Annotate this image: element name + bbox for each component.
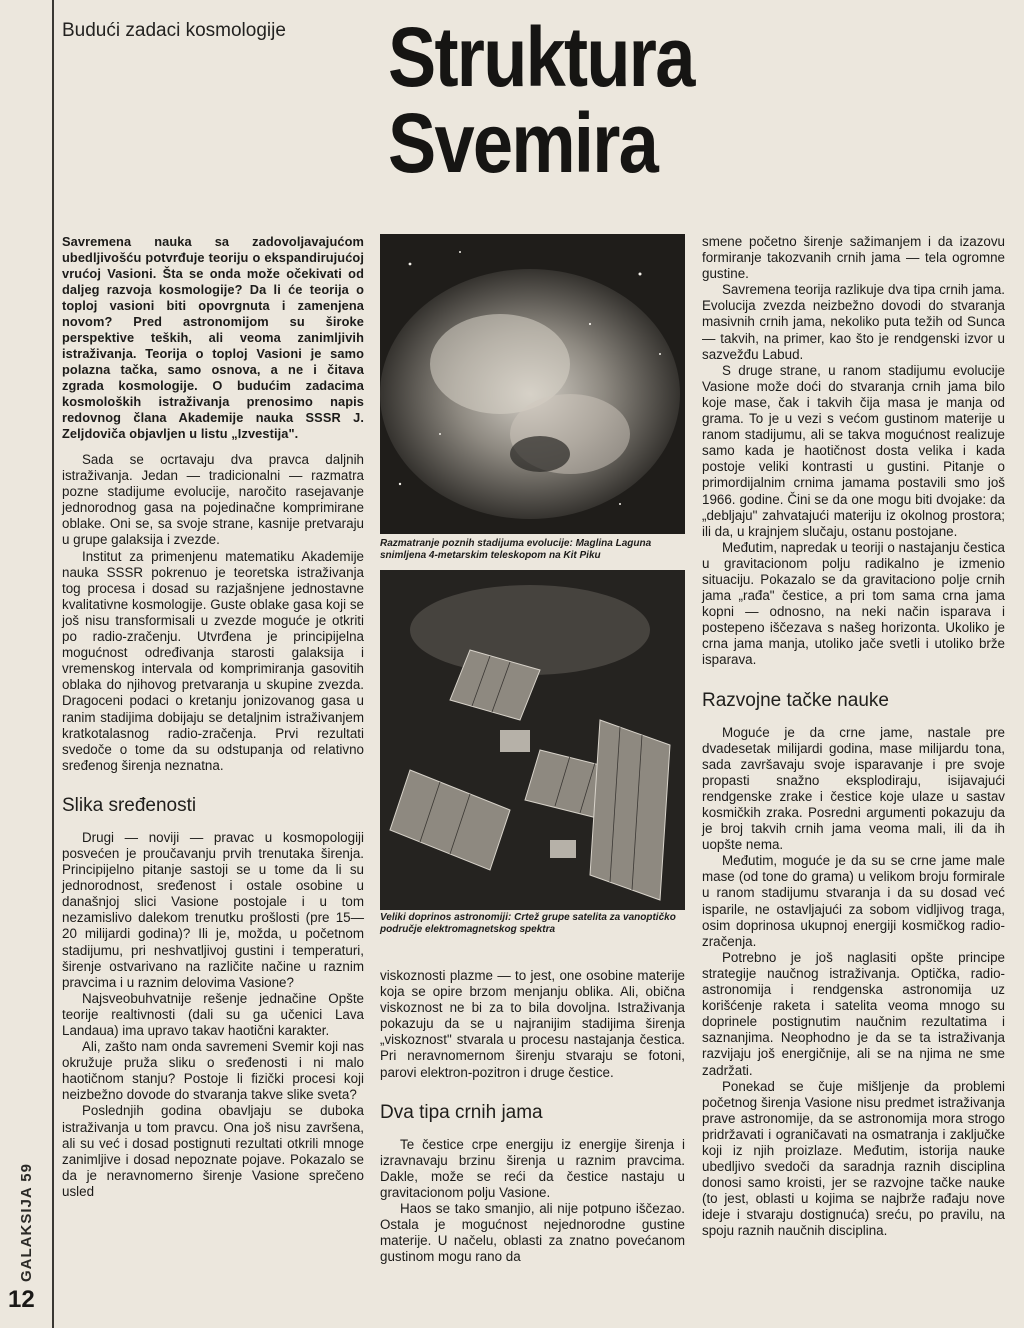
satellites-illustration xyxy=(380,570,685,910)
paragraph: Najsveobuhvatnije rešenje jednačine Opšte teorije realtivnosti (dali su ga učenici Lava Landaua) ima upravo takav haotični karakter. xyxy=(62,990,364,1038)
paragraph: Ali, zašto nam onda savremeni Svemir koji nas okružuje pruža sliku o sređenosti i ni malo haotičnom stanju? Postoje li fizički procesi koji neizbežno dovode do stvaranja takve slike sveta? xyxy=(62,1039,364,1103)
paragraph: Moguće je da crne jame, nastale pre dvadesetak milijardi godina, mase milijardu tona, sada završavaju svoje isparavanje i pre svoje propasti snažno eksplodiraju, isijavajući rendgenske zrake i čestice koje ulaze u sastav kosmičkih zraka. Posredni argumenti pokazuju da je broj takvih crnih jama veoma mali, ili da ih uopšte nema. xyxy=(702,724,1005,853)
magazine-name: GALAKSIJA xyxy=(18,1186,35,1282)
lead-paragraph: Savremena nauka sa zadovoljavajućom ubedljivošću potvrđuje teoriju o ekspandirujućoj vrućoj Vasioni. Šta se onda može očekivati od daljeg razvoja kosmologije? Da li će teorija o toploj vasioni biti opovrgnuta i zamenjena novom? Pred astronomijom su široke perspektive teških, ali veoma zanimljivih istraživanja. Teorija o toploj Vasioni je samo polazna tačka, samo osnova, a ne i čitava zgrada kosmologije. O budućim zadacima kosmoloških istraživanja prenosimo napis redovnog člana Akademije nauka SSSR J. Zeljdoviča objavljen u listu „Izvestija". xyxy=(62,234,364,441)
headline xyxy=(388,10,715,190)
paragraph: smene početno širenje sažimanjem i da izazovu formiranje takozvanih crnih jama — tela ogromne gustine. xyxy=(702,234,1005,282)
paragraph: Drugi — noviji — pravac u kosmopologiji posvećen je proučavanju prvih trenutaka širenja. Principijelno pitanje sastoji se u tome da li su jednorodnost, sređenost i ostale osobine u današnjoj slici Vasione postojale i u tom nezamislivo dalekom trenutku prošlosti (pre 15—20 milijardi godina)? Ili je, možda, u početnom stadijumu, pri neshvatljivoj gustini i temperaturi, širenje ostvarivano na različite načine u raznim pravcima i u raznim delovima Vasione? xyxy=(62,829,364,990)
paragraph: Te čestice crpe energiju iz energije širenja i izravnavaju brzinu širenja u raznim pravcima. Dakle, može se reći da čestice nastaju u gravitacionom polju Vasione. xyxy=(380,1136,685,1200)
paragraph: Institut za primenjenu matematiku Akademije nauka SSSR pokrenuo je teoretska istraživanja tog procesa i dosad su razjašnjene jednostavne kvalitativne kosmologije. Guste oblake gasa koji se još nisu transformisali u zvezde moguće je otkriti po radio-zračenju. Utvrđena je principijelna mogućnost određivanja starosti galaksija i vremenskog intervala od komprimiranja gasovitih oblaka do njihovog pretvaranja u skupine zvezda. Dragoceni podaci o kretanju jonizovanog gasa u ranim stadijima dobijaju se detaljnim istraživanjem kratkotalasnog radio-zračenja. Prvi rezultati svedoče o tome da su odstupanja od relativno sređenog širenja neznatna. xyxy=(62,548,364,773)
headline-line-2: Svemira xyxy=(388,96,658,190)
photo-caption-1: Razmatranje poznih stadijuma evolucije: Maglina Laguna snimljena 4-metarskim teleskopom na Kit Piku xyxy=(380,538,652,561)
kicker: Budući zadaci kosmologije xyxy=(62,20,286,41)
paragraph: Potrebno je još naglasiti opšte principe strategije naučnog istraživanja. Optička, radio-astronomija i rendgenska astronomija uz korišćenje raketa i satelita veoma mnogo su doprinele postignutim naučnim rezultatima i saznanjima. Neophodno je da se ta istraživanja razvijaju još energičnije, ali se na njima ne sme zadržati. xyxy=(702,949,1005,1078)
paragraph: viskoznosti plazme — to jest, one osobine materije koja se opire brzom menjanju oblika. Ali, obična viskoznost ne bi za to bila dovoljna. Istraživanja pokazuju da se u najranijim stadijima širenja „viskoznost" stvarala u procesu nastajanja čestica. Pri neravnomernom širenju stvaraju se fotoni, parovi elektron-pozitron i druge čestice. xyxy=(380,968,685,1080)
paragraph: Međutim, moguće je da su se crne jame male mase (od tone do grama) u velikom broju formirale u ranom stadijumu stvaranja i da su dosad već isparile, ne ostavljajući za sobom vidljivog traga, osim doprinosa ukupnoj energiji kosmičkog radio-zračenja. xyxy=(702,853,1005,949)
column-3 xyxy=(702,234,1005,1240)
subheading: Razvojne tačke nauke xyxy=(702,689,889,711)
paragraph: Ponekad se čuje mišljenje da problemi početnog širenja Vasione nisu predmet istraživanja prave astronomije, da se astronomija mora strogo pridržavati i ograničavati na osmatranja i zaključke koji iz njih proizlaze. Međutim, istorija nauke ubedljivo svedoči da saradnja raznih disciplina donosi samo kroisti, jer se razvojne tačke nauke (to jest, oblasti u kojima se najbrže rađaju nove ideje i stvaraju dostignuća) sreću, po pravilu, na spoju raznih naučnih disciplina. xyxy=(702,1078,1005,1239)
page-number: 12 xyxy=(8,1286,35,1313)
column-2 xyxy=(380,968,685,1265)
paragraph: Međutim, napredak u teoriji o nastajanju čestica u gravitacionom polju radikalno je izmenio situaciju. Pokazalo se da gravitaciono polje crnih jama „rađa" čestice, a pri tom sama crna jama kopni — odnosno, na neki način isparava i postepeno iščezava s našeg horizonta. Ukoliko je crna jama manja, utoliko jače svetli i utoliko brže isparava. xyxy=(702,539,1005,668)
paragraph: Haos se tako smanjio, ali nije potpuno iščezao. Ostala je mogućnost nejednorodne gustine materije. U načelu, oblasti za znatno povećanom gustinom mogu rano da xyxy=(380,1201,685,1265)
subheading: Slika sređenosti xyxy=(62,794,197,816)
issue-number: 59 xyxy=(18,1163,35,1182)
paragraph: Savremena teorija razlikuje dva tipa crnih jama. Evolucija zvezda neizbežno dovodi do stvaranja masivnih crnih jama, nekoliko puta težih od Sunca — takvih, na primer, kao što je rendgenski izvor u sazvežđu Labud. xyxy=(702,282,1005,362)
paragraph: S druge strane, u ranom stadijumu evolucije Vasione može doći do stvaranja crnih jama bilo koje mase, čak i takvih čija masa je manja od grama. To je u vezi s većom gustinom materije u ranom stadijumu, ali se takva mogućnost realizuje samo kada je haotičnost dosta velika i kada postoje veliki kontrasti u gustini. Pitanje o primordijalnim crnima jamama postavili smo još 1966. godine. Čini se da one mogu biti dvojake: da „debljaju" zahvatajući materiju iz okolnog prostora; ili da, u krajnjem slučaju, ostanu postojane. xyxy=(702,362,1005,539)
column-1 xyxy=(62,234,364,1200)
magazine-name-vertical xyxy=(18,1163,35,1282)
nebula-image xyxy=(380,234,685,534)
paragraph: Poslednjih godina obavljaju se duboka istraživanja u tom pravcu. Ona još nisu završena, ali su već i dosad postignuti rezultati otkrili mnoge zanimljive i dosad nepoznate pojave. Pokazalo se da je neravnomerno širenje Vasione sprečeno usled xyxy=(62,1103,364,1199)
nebula-photo xyxy=(380,234,685,534)
subheading: Dva tipa crnih jama xyxy=(380,1101,543,1123)
photo-caption-2: Veliki doprinos astronomiji: Crtež grupe satelita za vanoptičko područje elektromagnetskog spektra xyxy=(380,912,676,935)
satellites-image xyxy=(380,570,685,910)
headline-line-1: Struktura xyxy=(388,10,694,104)
paragraph: Sada se ocrtavaju dva pravca daljnih istraživanja. Jedan — tradicionalni — razmatra pozne stadijume evolucije, naročito rasejavanje jednorodnog gasa na pojedinačne komprimirane oblake. Oni se, sa svoje strane, kasnije pretvaraju u grupe galaksija i zvezde. xyxy=(62,452,364,548)
spine-rule xyxy=(52,0,54,1328)
